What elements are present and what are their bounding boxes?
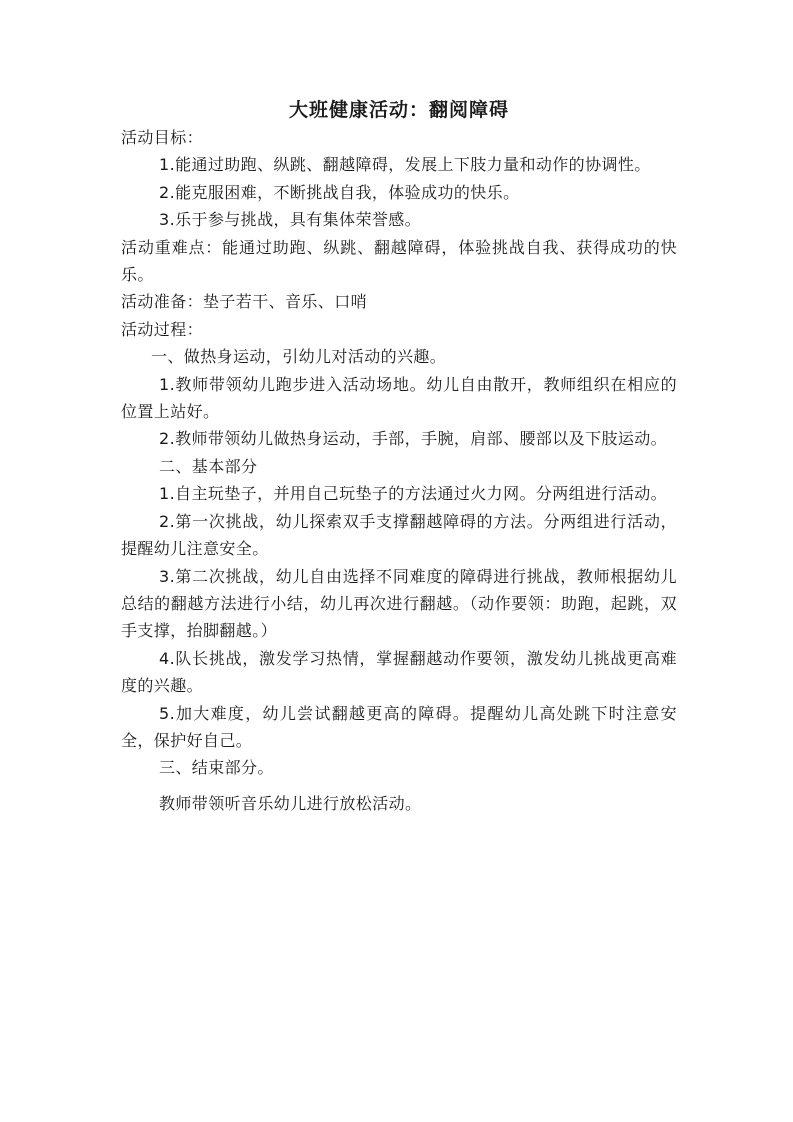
goal-item-2: 2.能克服困难，不断挑战自我，体验成功的快乐。: [159, 182, 520, 202]
document-title: 大班健康活动：翻阅障碍: [288, 99, 509, 121]
process-part-2-item-3: 3.第二次挑战，幼儿自由选择不同难度的障碍进行挑战，教师根据幼儿总结的翻越方法进行小结，幼儿再次进行翻越。（动作要领：助跑，起跳，双手支撑，抬脚翻越。）: [121, 566, 677, 641]
goal-item-1: 1.能通过助跑、纵跳、翻越障碍，发展上下肢力量和动作的协调性。: [159, 155, 651, 175]
process-part-2-item-5: 5.加大难度，幼儿尝试翻越更高的障碍。提醒幼儿高处跳下时注意安全，保护好自己。: [121, 703, 677, 750]
process-part-3-item-1: 教师带领听音乐幼儿进行放松活动。: [159, 793, 422, 813]
process-part-2-heading: 二、基本部分: [159, 456, 258, 476]
process-part-2-item-1: 1.自主玩垫子，并用自己玩垫子的方法通过火力网。分两组进行活动。: [159, 484, 668, 504]
activity-preparation: 活动准备：垫子若干、音乐、口哨: [121, 292, 368, 312]
process-part-2-item-4: 4.队长挑战，激发学习热情，掌握翻越动作要领，激发幼儿挑战更高难度的兴趣。: [121, 648, 677, 696]
key-difficulties: 活动重难点：能通过助跑、纵跳、翻越障碍，体验挑战自我、获得成功的快乐。: [121, 237, 677, 285]
section-heading-process: 活动过程：: [121, 319, 204, 339]
process-part-1-heading: 一、做热身运动，引幼儿对活动的兴趣。: [151, 347, 447, 367]
process-part-1-item-1: 1.教师带领幼儿跑步进入活动场地。幼儿自由散开，教师组织在相应的位置上站好。: [121, 374, 677, 422]
process-part-2-item-2: 2.第一次挑战，幼儿探索双手支撑翻越障碍的方法。分两组进行活动，提醒幼儿注意安全。: [121, 511, 677, 559]
process-part-1-item-2: 2.教师带领幼儿做热身运动，手部，手腕，肩部、腰部以及下肢运动。: [159, 429, 668, 449]
section-heading-goals: 活动目标：: [121, 128, 204, 147]
process-part-3-heading: 三、结束部分。: [159, 758, 274, 778]
document-page: [121, 96, 677, 817]
goal-item-3: 3.乐于参与挑战，具有集体荣誉感。: [159, 210, 422, 230]
